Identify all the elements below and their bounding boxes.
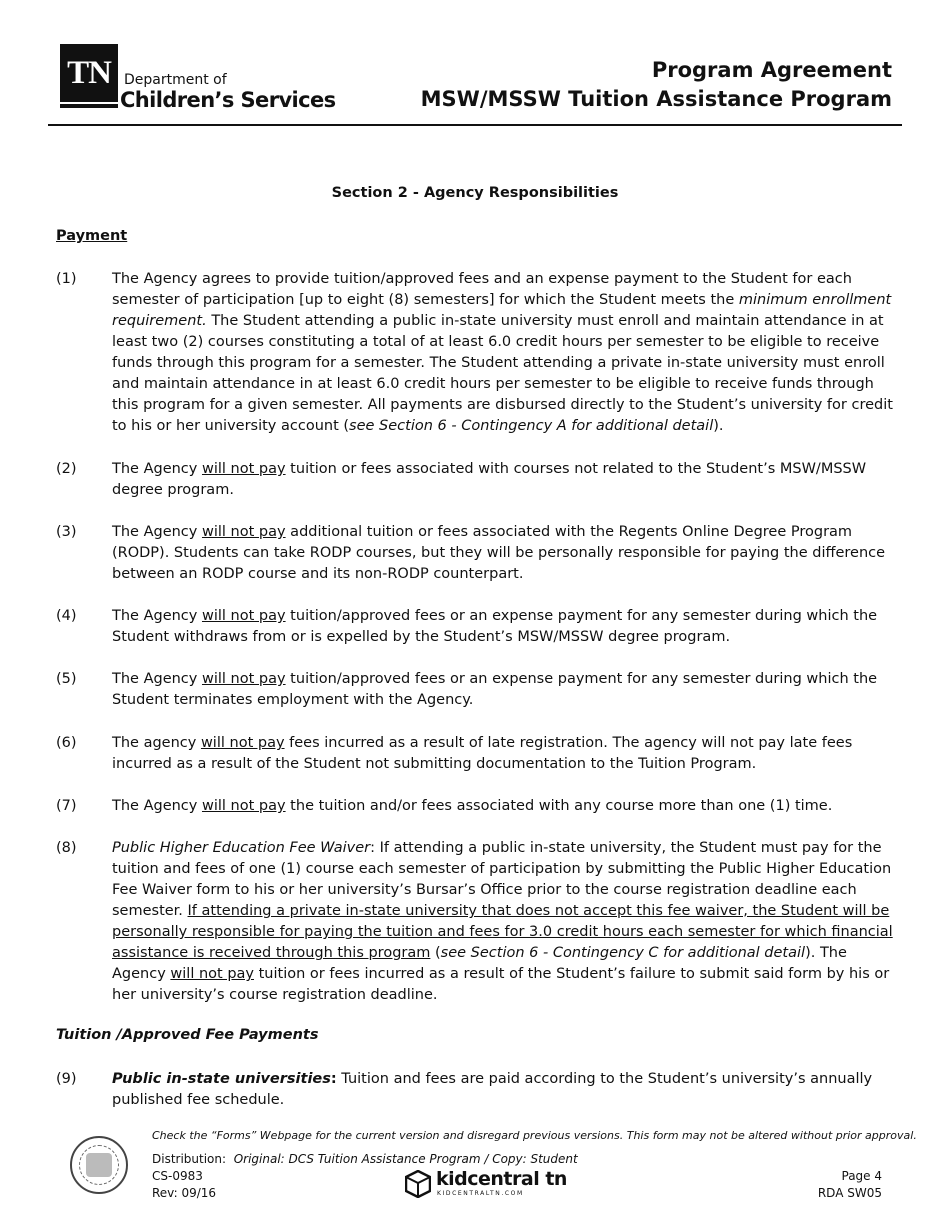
underlined-text: will not pay [201,461,286,477]
tn-logo-mark: TN [60,44,118,102]
paragraph-text: The Agency [112,524,202,540]
paragraph-text: tuition or fees incurred as a result of the Student’s failure to submit said form by his or her university’s course registration deadline. [112,966,890,1003]
emphasis-text: Public Higher Education Fee Waiver [112,840,371,856]
reference-text: see Section 6 - Contingency C for additional detail [440,945,806,961]
paragraph-text: additional tuition or fees associated with the Regents Online Degree Program (RODP). Students can take RODP courses, but they will be personally responsible for paying the difference between an RODP course and its non-RODP counterpart. [112,524,886,582]
underlined-text: will not pay [201,608,286,624]
paragraph-4 [112,606,897,648]
distribution-label: Distribution: [152,1152,227,1166]
underlined-text: will not pay [201,798,286,814]
paragraph-5 [112,669,897,711]
paragraph-text: the tuition and/or fees associated with any course more than one (1) time. [285,798,833,814]
paragraph-text: The Agency [112,461,202,477]
paragraph-number: (7) [56,798,77,814]
document-title: Program Agreement [651,58,892,82]
dept-of-label: Department of [124,72,227,88]
paragraph-9 [112,1069,897,1111]
paragraph-6 [112,733,897,775]
paragraph-text: tuition/approved fees or an expense payment for any semester during which the Student withdraws from or is expelled by the Student’s MSW/MSSW degree program. [112,608,878,645]
paragraph-number: (1) [56,271,77,287]
paragraph-1 [112,269,897,437]
paragraph-number: (2) [56,461,77,477]
paragraph-number: (6) [56,735,77,751]
paragraph-text: The Student attending a public in-state university must enroll and maintain attendance in at least two (2) courses constituting a total of at least 6.0 credit hours per semester to be eligible to receive funds through this program for a semester. The Student attending a private in-state university must enroll and maintain attendance in at least 6.0 credit hours per semester to be eligible to receive funds through this program for a given semester. All payments are disbursed directly to the Student’s university for credit to his or her university account ( [112,313,893,434]
paragraph-text: The Agency [112,671,202,687]
kidcentral-cube-icon [405,1170,431,1198]
paragraph-text: The Agency agrees to provide tuition/approved fees and an expense payment to the Student for each semester of participation [up to eight (8) semesters] for which the Student meets the [112,271,852,308]
underlined-text: will not pay [201,524,286,540]
rda-code: RDA SW05 [817,1186,882,1200]
section-title: Section 2 - Agency Responsibilities [331,185,619,201]
paragraph-text: The agency [112,735,201,751]
paragraph-number: (8) [56,840,77,856]
emphasis-text: minimum enrollment requirement. [112,292,892,329]
paragraph-2 [112,459,897,501]
paragraph-text: ). [713,418,724,434]
kidcentral-url: KIDCENTRALTN.COM [437,1190,524,1197]
paragraph-3 [112,522,897,585]
underlined-text: If attending a private in-state university that does not accept this fee waiver, the Student will be personally responsible for paying the tuition and fees for 3.0 credit hours each semester for which financial assistance is received through this program [112,903,893,961]
distribution-line [152,1151,578,1167]
paragraph-8 [112,838,897,1006]
distribution-value: Original: DCS Tuition Assistance Program / Copy: Student [233,1152,578,1166]
paragraph-text: Tuition and fees are paid according to the Student’s university’s annually published fee schedule. [112,1071,873,1108]
paragraph-number: (3) [56,524,77,540]
paragraph-text: tuition/approved fees or an expense payment for any semester during which the Student terminates employment with the Agency. [112,671,878,708]
header-divider [48,124,902,126]
dept-name-label: Children’s Services [120,88,336,112]
paragraph-text: fees incurred as a result of late registration. The agency will not pay late fees incurred as a result of the Student not submitting documentation to the Tuition Program. [112,735,853,772]
paragraph-text: ). The Agency [112,945,847,982]
revision-date: Rev: 09/16 [152,1186,217,1200]
tuition-heading: Tuition /Approved Fee Payments [56,1027,319,1043]
paragraph-number: (9) [56,1071,77,1087]
payment-heading: Payment [56,228,128,244]
paragraph-text: tuition or fees associated with courses not related to the Student’s MSW/MSSW degree program. [112,461,867,498]
kidcentral-logo-text: kidcentral tn [436,1168,567,1190]
paragraph-number: (4) [56,608,77,624]
paragraph-text: ( [430,945,441,961]
paragraph-7 [112,796,897,817]
paragraph-text: : If attending a public in-state university, the Student must pay for the tuition and fees of one (1) course each semester of participation by submitting the Public Higher Education Fee Waiver form to his or her university’s Bursar’s Office prior to the course registration deadline each semester. [112,840,892,919]
paragraph-text: The Agency [112,798,202,814]
page-number: Page 4 [841,1169,882,1183]
reference-text: see Section 6 - Contingency A for additional detail [349,418,714,434]
emphasis-text: Public in-state universities [112,1071,331,1087]
state-seal-icon [70,1136,128,1194]
underlined-text: will not pay [200,735,285,751]
form-number: CS-0983 [152,1169,203,1183]
underlined-text: will not pay [170,966,254,982]
paragraph-text: : [330,1071,337,1087]
paragraph-text: The Agency [112,608,202,624]
document-subtitle: MSW/MSSW Tuition Assistance Program [420,87,892,111]
tn-logo-bar [60,104,118,108]
footer-note: Check the “Forms” Webpage for the current version and disregard previous versions. This form may not be altered without prior approval. [152,1129,917,1142]
underlined-text: will not pay [201,671,286,687]
paragraph-number: (5) [56,671,77,687]
